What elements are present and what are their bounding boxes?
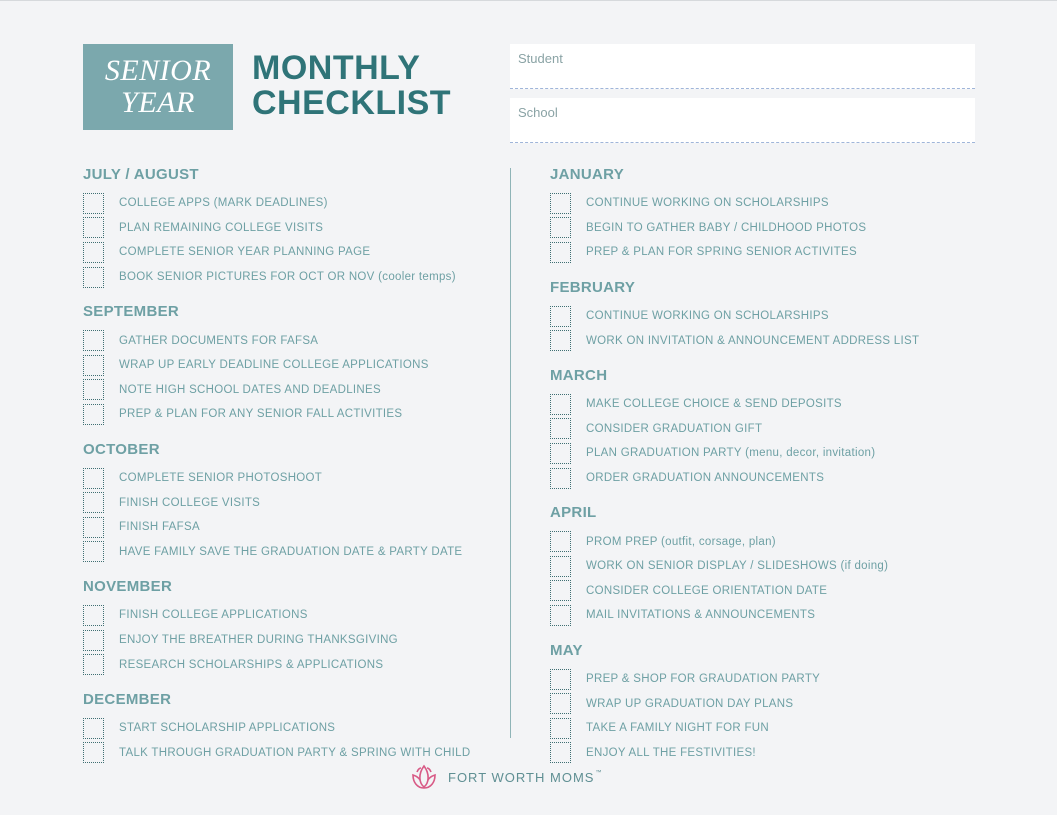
checklist-item-label: GATHER DOCUMENTS FOR FAFSA [119,334,319,347]
checklist-item [550,716,919,741]
checkbox[interactable] [550,217,571,238]
checkbox[interactable] [83,242,104,263]
checkbox[interactable] [83,492,104,513]
badge-line-1: SENIOR [104,54,212,87]
checkbox[interactable] [550,556,571,577]
checklist-item [550,466,919,491]
checklist-item [83,353,470,378]
checkbox[interactable] [83,630,104,651]
checkbox[interactable] [550,693,571,714]
checkbox[interactable] [550,580,571,601]
checkbox[interactable] [83,330,104,351]
checklist-item-label: WRAP UP GRADUATION DAY PLANS [586,697,794,710]
checklist-item [550,191,919,216]
tulip-icon [408,761,440,793]
checklist-item-label: PLAN REMAINING COLLEGE VISITS [119,221,324,234]
month-heading: DECEMBER [83,690,172,708]
month-heading: JANUARY [550,166,625,183]
checklist-item-label: PLAN GRADUATION PARTY (menu, decor, invitation) [586,447,876,460]
senior-year-badge [83,44,233,130]
checklist-item-label: ENJOY ALL THE FESTIVITIES! [586,746,756,759]
checklist-item-label: COMPLETE SENIOR PHOTOSHOOT [119,472,323,485]
checklist-item [83,515,470,540]
student-label: Student [518,51,563,66]
checkbox[interactable] [83,404,104,425]
checkbox[interactable] [83,605,104,626]
checklist-item-label: FINISH COLLEGE APPLICATIONS [119,609,308,622]
checkbox[interactable] [83,193,104,214]
checklist-item [83,240,470,265]
checkbox[interactable] [550,605,571,626]
checklist-item [83,378,470,403]
month-heading: JULY / AUGUST [83,166,199,183]
checkbox[interactable] [83,468,104,489]
checkbox[interactable] [550,718,571,739]
checklist-item-label: FINISH FAFSA [119,521,200,534]
month-heading: MAY [550,641,583,659]
checklist-item-label: PREP & PLAN FOR SPRING SENIOR ACTIVITES [586,246,857,259]
checklist-item [550,579,919,604]
checklist-item [550,441,919,466]
checkbox[interactable] [550,330,571,351]
title-line-2: CHECKLIST [252,84,452,122]
checkbox[interactable] [83,718,104,739]
month-section [83,166,470,289]
checklist-item-label: ENJOY THE BREATHER DURING THANKSGIVING [119,634,398,647]
checklist-item [550,603,919,628]
checklist-item [83,466,470,491]
checklist-item-label: CONSIDER COLLEGE ORIENTATION DATE [586,584,828,597]
checklist-item [550,529,919,554]
checklist-item [550,392,919,417]
month-heading: MARCH [550,366,608,384]
checkbox[interactable] [550,468,571,489]
checklist-item-label: MAKE COLLEGE CHOICE & SEND DEPOSITS [586,398,842,411]
checklist-item [83,265,470,290]
checklist-item [83,716,470,741]
checklist-item-label: TAKE A FAMILY NIGHT FOR FUN [586,722,769,735]
checklist-item-label: START SCHOLARSHIP APPLICATIONS [119,722,336,735]
right-checklist-column [550,166,919,779]
month-heading: SEPTEMBER [83,303,180,321]
checklist-item [83,402,470,427]
checkbox[interactable] [550,531,571,552]
checklist-item [83,652,470,677]
left-checklist-column [83,166,470,779]
checklist-item-label: WORK ON INVITATION & ANNOUNCEMENT ADDRESS LIST [586,334,920,347]
student-field[interactable] [510,44,975,89]
checkbox[interactable] [83,379,104,400]
checkbox[interactable] [83,541,104,562]
checklist-item [550,240,919,265]
checklist-item [550,691,919,716]
checklist-item [83,191,470,216]
checklist-item [550,216,919,241]
column-divider [510,168,511,738]
month-heading: FEBRUARY [550,278,636,296]
checklist-item-label: RESEARCH SCHOLARSHIPS & APPLICATIONS [119,658,384,671]
checklist-item [83,490,470,515]
checklist-item [83,628,470,653]
checkbox[interactable] [83,517,104,538]
checklist-item-label: FINISH COLLEGE VISITS [119,496,261,509]
page-title [252,51,451,121]
checkbox[interactable] [550,418,571,439]
checklist-item-label: PREP & PLAN FOR ANY SENIOR FALL ACTIVITIES [119,408,403,421]
title-line-1: MONTHLY [252,49,421,87]
checkbox[interactable] [83,742,104,763]
month-section [83,578,470,677]
checklist-item [83,603,470,628]
month-section [550,279,919,353]
brand-name: FORT WORTH MOMS™ [448,769,603,785]
checklist-item-label: CONTINUE WORKING ON SCHOLARSHIPS [586,310,829,323]
badge-line-2: YEAR [121,86,195,119]
checklist-item-label: WRAP UP EARLY DEADLINE COLLEGE APPLICATIONS [119,359,429,372]
checkbox[interactable] [550,669,571,690]
checkbox[interactable] [550,306,571,327]
month-section [550,367,919,490]
checklist-item [550,304,919,329]
checklist-item-label: COLLEGE APPS (MARK DEADLINES) [119,197,328,210]
month-section [83,303,470,426]
checkbox[interactable] [550,242,571,263]
checklist-item [83,328,470,353]
checklist-item [550,667,919,692]
checklist-item [83,540,470,565]
checklist-item-label: ORDER GRADUATION ANNOUNCEMENTS [586,472,825,485]
checklist-item-label: BEGIN TO GATHER BABY / CHILDHOOD PHOTOS [586,221,867,234]
checklist-item-label: BOOK SENIOR PICTURES FOR OCT OR NOV (cooler temps) [119,271,456,284]
month-heading: APRIL [550,504,597,522]
checklist-item-label: MAIL INVITATIONS & ANNOUNCEMENTS [586,609,816,622]
checklist-item [550,328,919,353]
checklist-item-label: CONSIDER GRADUATION GIFT [586,422,763,435]
checklist-item-label: WORK ON SENIOR DISPLAY / SLIDESHOWS (if doing) [586,560,889,573]
checklist-item-label: CONTINUE WORKING ON SCHOLARSHIPS [586,197,829,210]
month-section [550,642,919,765]
checkbox[interactable] [83,654,104,675]
checklist-item [550,417,919,442]
checkbox[interactable] [550,443,571,464]
checkbox[interactable] [550,193,571,214]
checklist-item [550,741,919,766]
month-section [83,691,470,765]
checkbox[interactable] [83,217,104,238]
month-heading: OCTOBER [83,440,160,458]
checkbox[interactable] [83,267,104,288]
checklist-item-label: TALK THROUGH GRADUATION PARTY & SPRING WITH CHILD [119,746,471,759]
checklist-item [83,216,470,241]
month-heading: NOVEMBER [83,578,173,596]
checklist-item-label: NOTE HIGH SCHOOL DATES AND DEADLINES [119,383,381,396]
month-section [83,441,470,564]
school-field[interactable] [510,98,975,143]
checklist-item-label: HAVE FAMILY SAVE THE GRADUATION DATE & PARTY DATE [119,545,463,558]
checkbox[interactable] [550,394,571,415]
month-section [550,504,919,627]
checklist-item [550,554,919,579]
month-section [550,166,919,265]
checklist-item-label: COMPLETE SENIOR YEAR PLANNING PAGE [119,246,371,259]
checklist-item-label: PREP & SHOP FOR GRAUDATION PARTY [586,673,821,686]
footer-brand [408,761,602,793]
checklist-item-label: PROM PREP (outfit, corsage, plan) [586,535,776,548]
school-label: School [518,105,558,120]
checkbox[interactable] [83,355,104,376]
